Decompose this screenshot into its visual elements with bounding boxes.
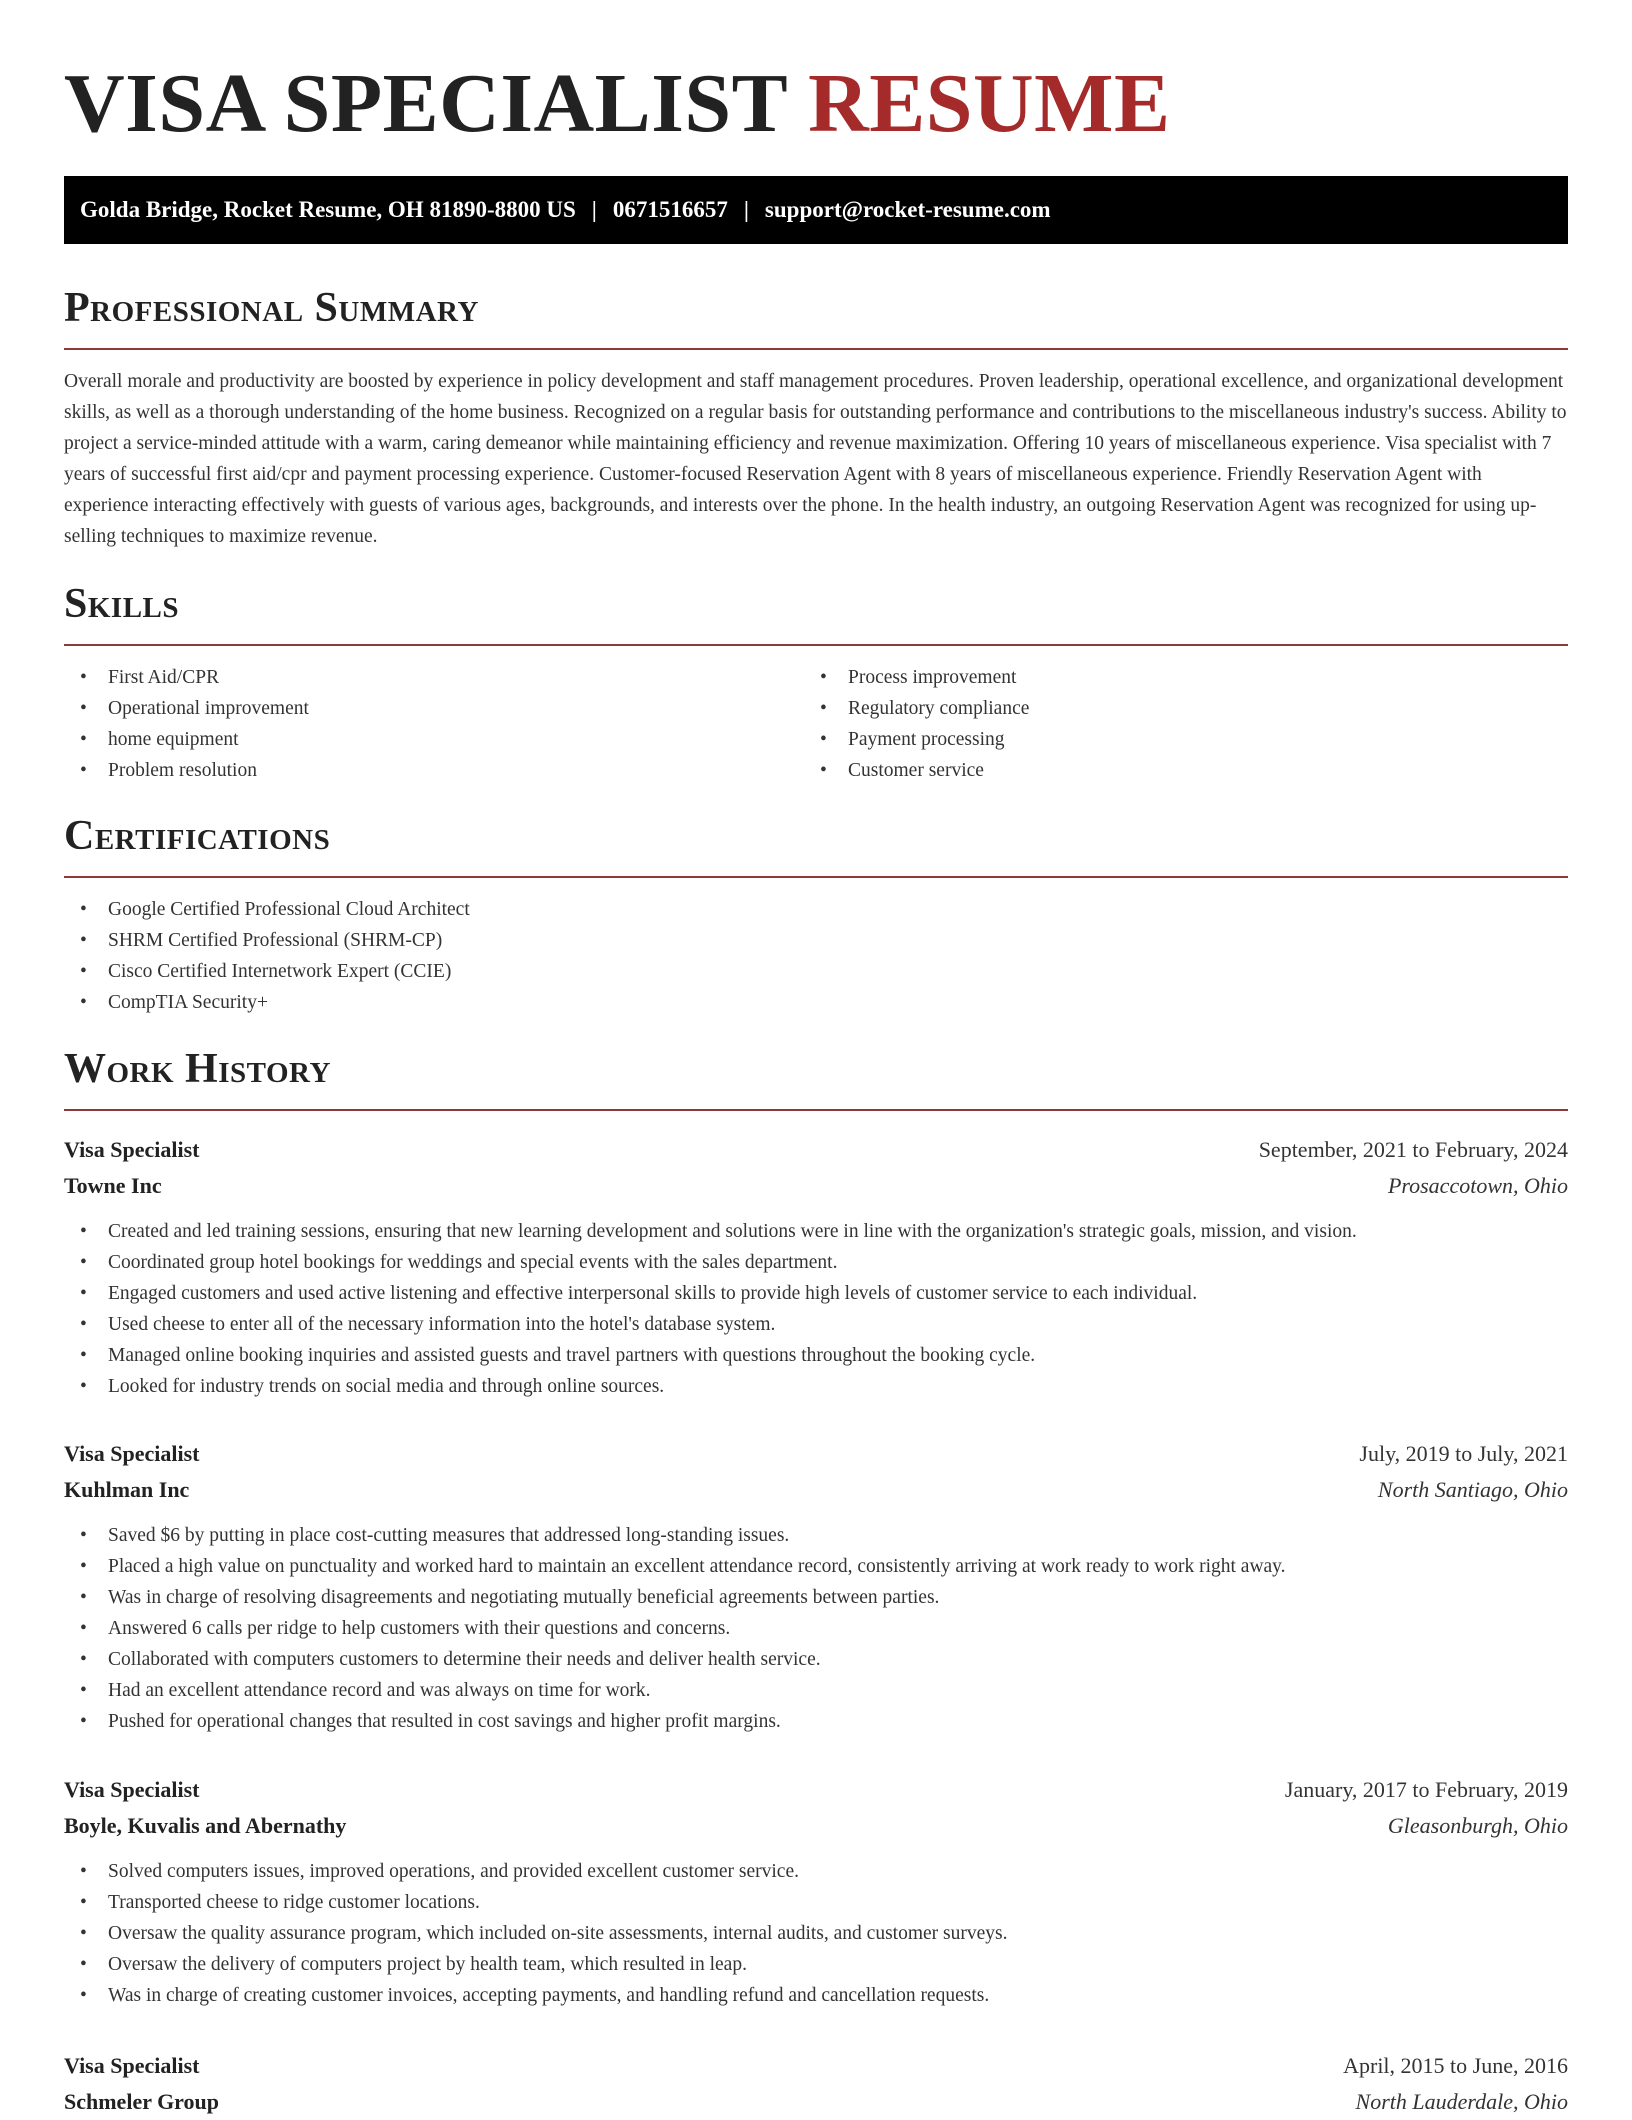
job-bullet: • Engaged customers and used active listening and effective interpersonal skills to provide high levels of customer service to each individual.: [64, 1278, 1568, 1309]
job-company-row: [64, 1168, 1568, 1204]
job-company: Towne Inc: [64, 1173, 162, 1198]
title-accent: RESUME: [808, 57, 1171, 150]
job-bullet: • Transported cheese to ridge customer locations.: [64, 1887, 1568, 1918]
contact-email[interactable]: support@rocket-resume.com: [764, 197, 1051, 222]
certification-item: • CompTIA Security+: [64, 987, 1568, 1018]
contact-separator: |: [591, 197, 597, 222]
job-bullet: • Was in charge of creating customer invoices, accepting payments, and handling refund and cancellation requests.: [64, 1980, 1568, 2011]
summary-section: [64, 282, 1568, 552]
job-company-row: [64, 2084, 1568, 2120]
job-bullet: • Looked for industry trends on social media and through online sources.: [64, 1371, 1568, 1402]
job-header-row: [64, 1132, 1568, 1168]
skill-item: • Process improvement: [804, 662, 1544, 693]
job-header-row: [64, 1772, 1568, 1808]
certifications-heading: Certifications: [64, 813, 331, 859]
certifications-section: [64, 810, 1568, 1018]
job-header-row: [64, 2048, 1568, 2084]
certifications-list: [64, 894, 1568, 1018]
job-location: Prosaccotown, Ohio: [1387, 1173, 1568, 1198]
job-header-row: [64, 1436, 1568, 1472]
section-divider: [64, 348, 1568, 350]
job-location: Gleasonburgh, Ohio: [1387, 1813, 1568, 1838]
summary-heading: Professional Summary: [64, 285, 479, 331]
job-entry: [64, 1132, 1568, 1402]
contact-bar: [64, 176, 1568, 244]
title-main: VISA SPECIALIST: [64, 57, 787, 150]
skill-item: • Customer service: [804, 755, 1544, 786]
job-bullet: • Oversaw the delivery of computers project by health team, which resulted in leap.: [64, 1949, 1568, 1980]
job-title: Visa Specialist: [64, 1137, 200, 1162]
job-dates: September, 2021 to February, 2024: [1258, 1137, 1568, 1162]
work-history-heading: Work History: [64, 1046, 331, 1092]
job-title: Visa Specialist: [64, 2053, 200, 2078]
skills-grid: [64, 662, 1568, 786]
job-company: Schmeler Group: [64, 2089, 220, 2114]
job-bullet: • Was in charge of resolving disagreements and negotiating mutually beneficial agreements between parties.: [64, 1582, 1568, 1613]
section-divider: [64, 876, 1568, 878]
skill-item: • Regulatory compliance: [804, 693, 1544, 724]
job-bullet: • Answered 6 calls per ridge to help customers with their questions and concerns.: [64, 1613, 1568, 1644]
skill-item: • Operational improvement: [64, 693, 804, 724]
job-bullets: [64, 1520, 1568, 1737]
job-entry: [64, 1436, 1568, 1737]
contact-address: Golda Bridge, Rocket Resume, OH 81890-8800 US: [80, 197, 576, 222]
resume-title: [64, 54, 1171, 154]
skill-item: • home equipment: [64, 724, 804, 755]
certification-item: • Cisco Certified Internetwork Expert (CCIE): [64, 956, 1568, 987]
skills-list-right: [804, 662, 1544, 786]
skill-item: • Payment processing: [804, 724, 1544, 755]
skills-heading: Skills: [64, 581, 180, 627]
certification-item: • Google Certified Professional Cloud Architect: [64, 894, 1568, 925]
job-bullet: • Used cheese to enter all of the necessary information into the hotel's database system.: [64, 1309, 1568, 1340]
summary-text: Overall morale and productivity are boosted by experience in policy development and staff management procedures. Proven leadership, operational excellence, and organizational development skills, as well as a thorough understanding of the home business. Recognized on a regular basis for outstanding performance and contributions to the miscellaneous industry's success. Ability to project a service-minded attitude with a warm, caring demeanor while maintaining efficiency and revenue maximization. Offering 10 years of miscellaneous experience. Visa specialist with 7 years of successful first aid/cpr and payment processing experience. Customer-focused Reservation Agent with 8 years of miscellaneous experience. Friendly Reservation Agent with experience interacting effectively with guests of various ages, backgrounds, and interests over the phone. In the health industry, an outgoing Reservation Agent was recognized for using up-selling techniques to maximize revenue.: [64, 371, 1567, 547]
skill-item: • First Aid/CPR: [64, 662, 804, 693]
job-bullet: • Saved $6 by putting in place cost-cutting measures that addressed long-standing issues.: [64, 1520, 1568, 1551]
contact-separator: |: [743, 197, 749, 222]
job-bullet: • Had an excellent attendance record and was always on time for work.: [64, 1675, 1568, 1706]
section-divider: [64, 1109, 1568, 1111]
job-location: North Santiago, Ohio: [1377, 1477, 1568, 1502]
job-bullet: • Solved computers issues, improved operations, and provided excellent customer service.: [64, 1856, 1568, 1887]
job-bullet: • Created and led training sessions, ensuring that new learning development and solutions were in line with the organization's strategic goals, mission, and vision.: [64, 1216, 1568, 1247]
job-location: North Lauderdale, Ohio: [1355, 2089, 1568, 2114]
job-bullet: • Placed a high value on punctuality and worked hard to maintain an excellent attendance record, consistently arriving at work ready to work right away.: [64, 1551, 1568, 1582]
job-bullets: [64, 1216, 1568, 1402]
job-title: Visa Specialist: [64, 1777, 200, 1802]
section-divider: [64, 644, 1568, 646]
certification-item: • SHRM Certified Professional (SHRM-CP): [64, 925, 1568, 956]
job-company-row: [64, 1472, 1568, 1508]
job-bullet: • Coordinated group hotel bookings for weddings and special events with the sales department.: [64, 1247, 1568, 1278]
job-company-row: [64, 1808, 1568, 1844]
skills-list-left: [64, 662, 804, 786]
job-bullet: • Collaborated with computers customers to determine their needs and deliver health service.: [64, 1644, 1568, 1675]
work-history-section: [64, 1043, 1568, 1111]
job-dates: April, 2015 to June, 2016: [1343, 2053, 1568, 2078]
skill-item: • Problem resolution: [64, 755, 804, 786]
job-entry: [64, 1772, 1568, 2011]
job-company: Kuhlman Inc: [64, 1477, 190, 1502]
job-company: Boyle, Kuvalis and Abernathy: [64, 1813, 347, 1838]
job-bullet: • Pushed for operational changes that resulted in cost savings and higher profit margins.: [64, 1706, 1568, 1737]
job-entry: [64, 2048, 1568, 2120]
contact-phone[interactable]: 0671516657: [612, 197, 728, 222]
job-bullet: • Managed online booking inquiries and assisted guests and travel partners with questions throughout the booking cycle.: [64, 1340, 1568, 1371]
job-bullets: [64, 1856, 1568, 2011]
skills-section: [64, 578, 1568, 786]
job-dates: July, 2019 to July, 2021: [1359, 1441, 1568, 1466]
job-bullet: • Oversaw the quality assurance program, which included on-site assessments, internal audits, and customer surveys.: [64, 1918, 1568, 1949]
job-title: Visa Specialist: [64, 1441, 200, 1466]
job-dates: January, 2017 to February, 2019: [1284, 1777, 1568, 1802]
